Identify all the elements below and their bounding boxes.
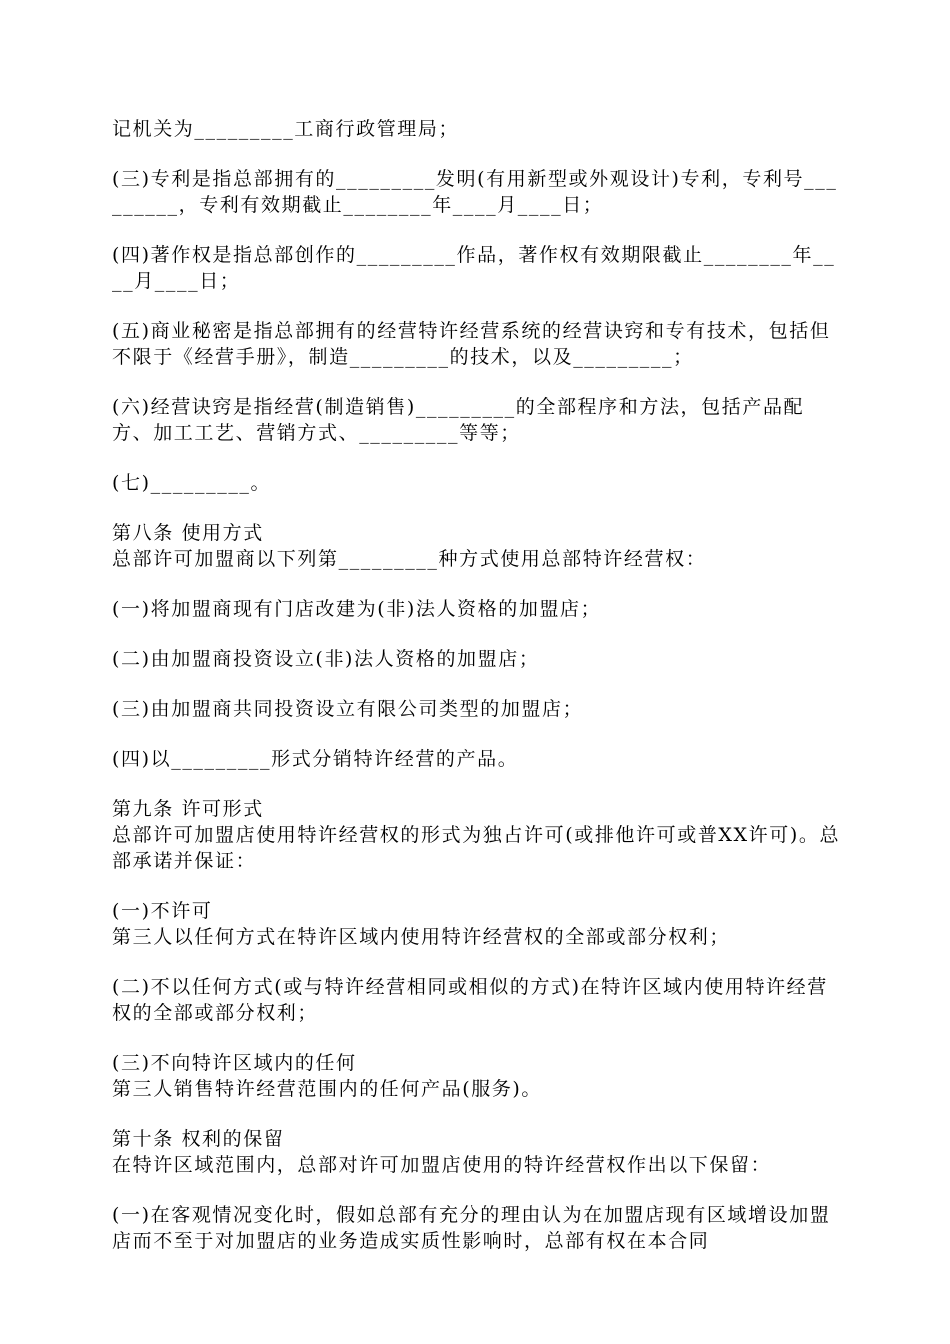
paragraph-reservation-1: (一)在客观情况变化时，假如总部有充分的理由认为在加盟店现有区域增设加盟店而不至于对加盟店的业务造成实质性影响时，总部有权在本合同 <box>112 1204 831 1252</box>
paragraph-know-how: (六)经营诀窍是指经营(制造销售)_________的全部程序和方法，包括产品配方、加工工艺、营销方式、_________等等； <box>112 396 805 444</box>
paragraph-license-1a: (一)不许可 <box>112 900 213 922</box>
paragraph-usage-1: (一)将加盟商现有门店改建为(非)法人资格的加盟店； <box>112 598 602 620</box>
article-9-heading: 第九条 许可形式 <box>112 798 264 820</box>
paragraph-reservation-intro: 在特许区域范围内，总部对许可加盟店使用的特许经营权作出以下保留： <box>112 1154 772 1176</box>
article-10-heading: 第十条 权利的保留 <box>112 1128 285 1150</box>
paragraph-license-3b: 第三人销售特许经营范围内的任何产品(服务)。 <box>112 1078 543 1100</box>
paragraph-patent: (三)专利是指总部拥有的_________发明(有用新型或外观设计)专利，专利号_________，专利有效期截止________年____月____日； <box>112 168 838 216</box>
document-page <box>112 116 842 1254</box>
article-8-heading: 第八条 使用方式 <box>112 522 264 544</box>
paragraph-license-form: 总部许可加盟店使用特许经营权的形式为独占许可(或排他许可或普XX许可)。总部承诺并保证： <box>112 824 841 872</box>
paragraph-license-2: (二)不以任何方式(或与特许经营相同或相似的方式)在特许区域内使用特许经营权的全部或部分权利； <box>112 976 828 1024</box>
paragraph-copyright: (四)著作权是指总部创作的_________作品，著作权有效期限截止________年____月____日； <box>112 244 836 292</box>
paragraph-usage-3: (三)由加盟商共同投资设立有限公司类型的加盟店； <box>112 698 584 720</box>
paragraph-license-1b: 第三人以任何方式在特许区域内使用特许经营权的全部或部分权利； <box>112 926 731 948</box>
paragraph-registration-authority: 记机关为_________工商行政管理局； <box>112 118 460 140</box>
paragraph-license-3a: (三)不向特许区域内的任何 <box>112 1052 357 1074</box>
paragraph-item-seven: (七)_________。 <box>112 472 272 494</box>
paragraph-usage-2: (二)由加盟商投资设立(非)法人资格的加盟店； <box>112 648 540 670</box>
paragraph-usage-4: (四)以_________形式分销特许经营的产品。 <box>112 748 519 770</box>
paragraph-usage-intro: 总部许可加盟商以下列第_________种方式使用总部特许经营权： <box>112 548 707 570</box>
paragraph-trade-secret: (五)商业秘密是指总部拥有的经营特许经营系统的经营诀窍和专有技术，包括但不限于《经营手册》，制造_________的技术，以及_________； <box>112 320 831 368</box>
